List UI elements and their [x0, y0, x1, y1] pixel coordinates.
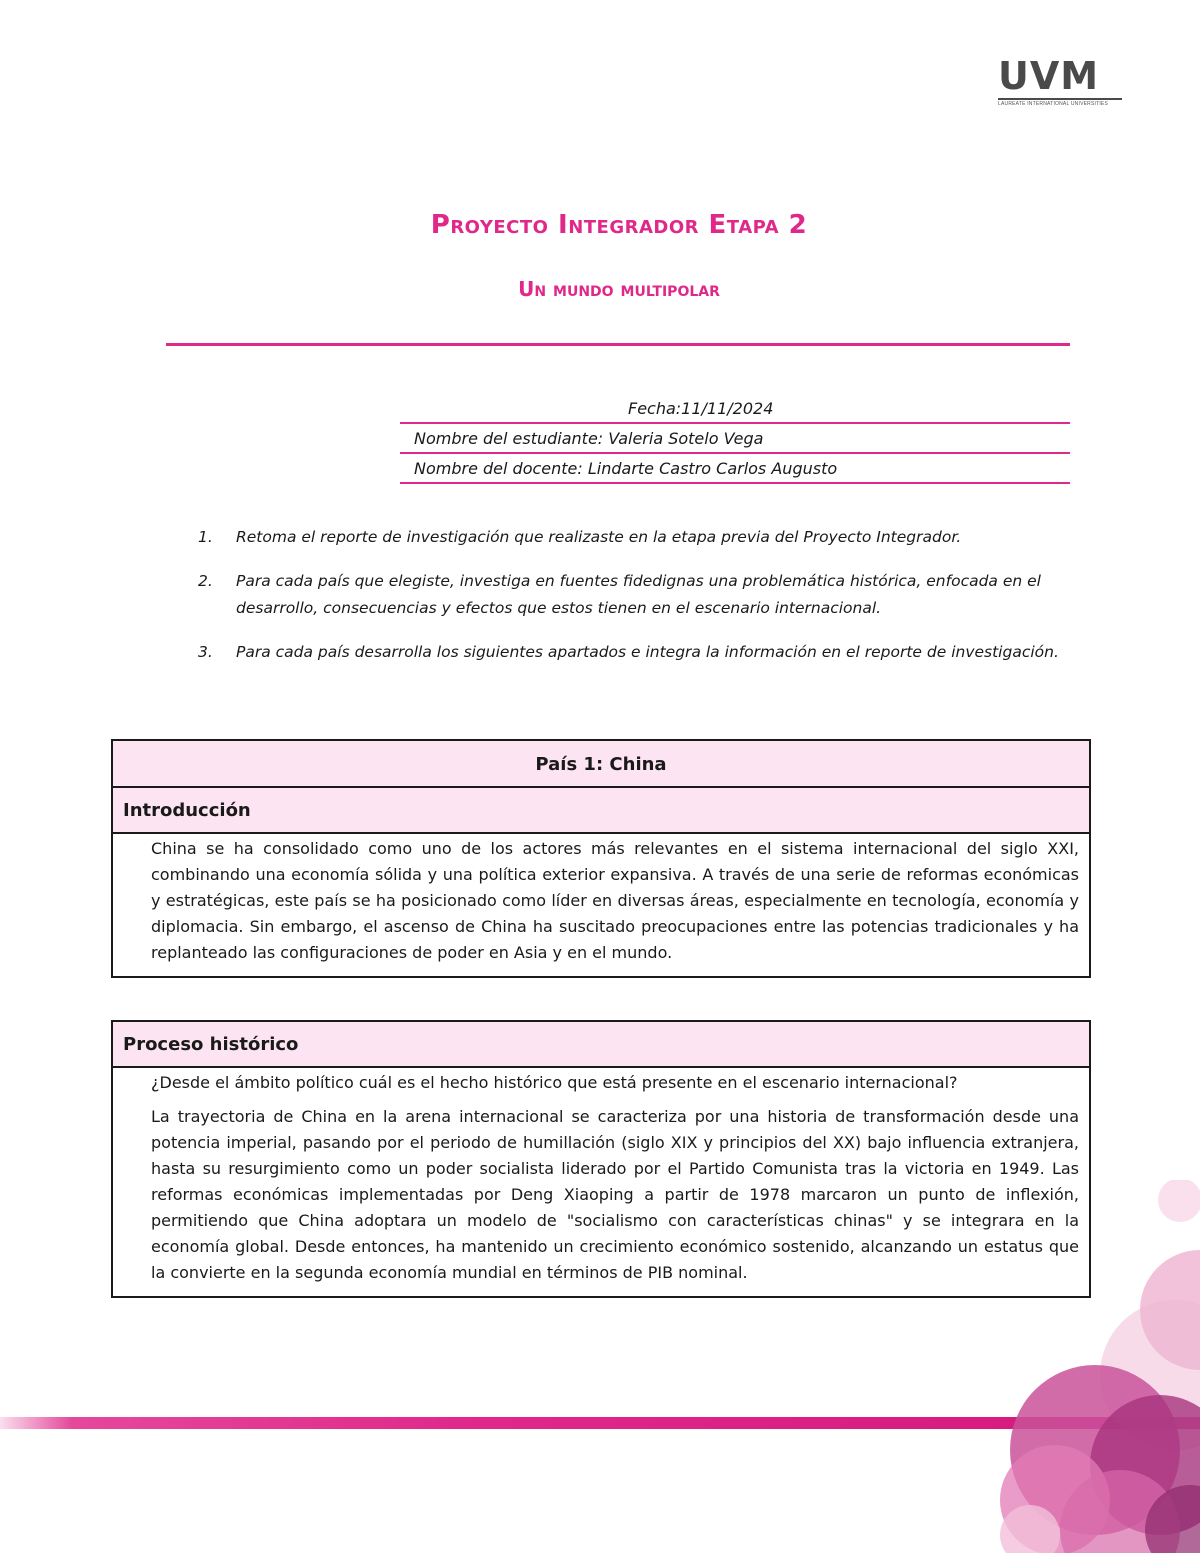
instruction-text: Para cada país que elegiste, investiga en fuentes fidedignas una problemática histórica, enfocada en el desarrollo, consecuencias y efectos que estos tienen en el escenario internacional. [236, 572, 1041, 617]
historical-text: La trayectoria de China en la arena internacional se caracteriza por una historia de transformación desde una potencia imperial, pasando por el periodo de humillación (siglo XIX y principios del XX) bajo influencia extranjera, hasta su resurgimiento como un poder socialista liderado por el Partido Comunista tras la victoria en 1949. Las reformas económicas implementadas por Deng Xiaoping a partir de 1978 marcaron un punto de inflexión, permitiendo que China adoptara un modelo de "socialismo con características chinas" y se integrara en la economía global. Desde entonces, ha mantenido un crecimiento económico sostenido, alcanzando un estatus que la convierte en la segunda economía mundial en términos de PIB nominal. [151, 1107, 1079, 1282]
instruction-text: Para cada país desarrolla los siguientes apartados e integra la información en el reporte de investigación. [236, 643, 1059, 661]
historical-process-heading: Proceso histórico [113, 1022, 1089, 1068]
student-info [400, 396, 1070, 486]
historical-question: ¿Desde el ámbito político cuál es el hecho histórico que está presente en el escenario internacional? [151, 1073, 958, 1092]
uvm-logo [998, 56, 1122, 107]
date-line: Fecha:11/11/2024 [400, 396, 1070, 424]
instruction-number: 1. [198, 528, 213, 546]
instruction-item [198, 524, 1072, 551]
instruction-number: 3. [198, 643, 213, 661]
introduction-heading: Introducción [113, 788, 1089, 834]
document-subtitle: Un mundo multipolar [518, 277, 720, 301]
instruction-text: Retoma el reporte de investigación que realizaste en la etapa previa del Proyecto Integrador. [236, 528, 962, 546]
decor-circle [1158, 1180, 1200, 1222]
historical-process-table [111, 1020, 1091, 1298]
instructions-list [198, 524, 1072, 683]
introduction-text: China se ha consolidado como uno de los actores más relevantes en el sistema internacional del siglo XXI, combinando una economía sólida y una política exterior expansiva. A través de una serie de reformas económicas y estratégicas, este país se ha posicionado como líder en diversas áreas, especialmente en tecnología, economía y diplomacia. Sin embargo, el ascenso de China ha suscitado preocupaciones entre las potencias tradicionales y ha replanteado las configuraciones de poder en Asia y en el mundo. [151, 839, 1079, 962]
instruction-item [198, 639, 1072, 666]
historical-process-body [113, 1068, 1089, 1296]
logo-text: UVM [998, 54, 1100, 98]
instruction-number: 2. [198, 572, 213, 590]
student-name-line: Nombre del estudiante: Valeria Sotelo Vega [400, 426, 1070, 454]
title-divider [166, 343, 1070, 346]
introduction-body [113, 834, 1089, 976]
teacher-name-line: Nombre del docente: Lindarte Castro Carlos Augusto [400, 456, 1070, 484]
country-section-table [111, 739, 1091, 978]
logo-subtext: LAUREATE INTERNATIONAL UNIVERSITIES [998, 98, 1122, 107]
instruction-item [198, 568, 1072, 622]
document-title: Proyecto Integrador Etapa 2 [430, 210, 808, 240]
country-heading: País 1: China [113, 741, 1089, 788]
decorative-circles [1000, 1180, 1200, 1553]
